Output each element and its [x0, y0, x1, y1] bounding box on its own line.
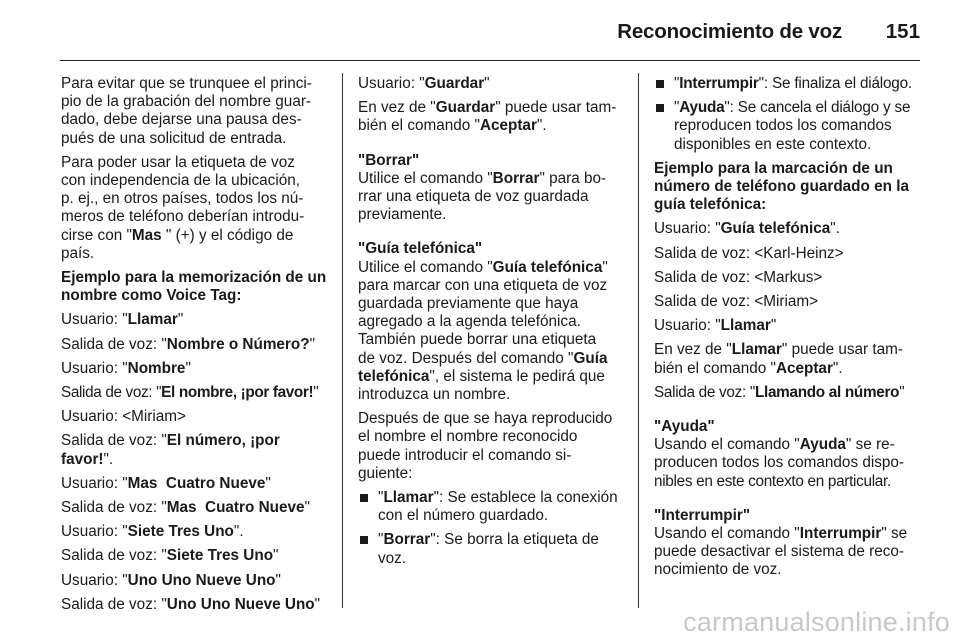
column-1	[61, 75, 331, 614]
dialog-line: Usuario: "Siete Tres Uno".	[61, 523, 244, 541]
dialog-line: Usuario: "Uno Uno Nueve Uno"	[61, 571, 281, 589]
section-heading: "Guía telefónica"	[358, 240, 483, 258]
dialog-line: Salida de voz: "El número, ¡por	[61, 432, 280, 450]
column-2	[358, 75, 626, 568]
column-divider-2	[638, 73, 639, 608]
dialog-lines-1	[61, 311, 331, 614]
paragraph-guardar: En vez de "Guardar" puede usar tam- bién el comando "Aceptar".	[358, 99, 617, 135]
section-heading: "Ayuda"	[654, 418, 715, 436]
bullet-item: "Interrumpir": Se finaliza el diálogo.	[654, 75, 924, 93]
example-heading: Ejemplo para la memorización de un nombre como Voice Tag:	[61, 269, 327, 305]
paragraph-2: Para poder usar la etiqueta de voz con independencia de la ubicación, p. ej., en otros países, todos los nú- meros de teléfono deberían introdu- cirse con "Mas " (+) y el código de país.	[61, 153, 305, 262]
dialog-line: Salida de voz: <Markus>	[654, 268, 823, 286]
dialog-line: Salida de voz: <Miriam>	[654, 293, 819, 311]
section-heading: "Borrar"	[358, 151, 420, 169]
dialog-line: Usuario: "Llamar"	[654, 317, 777, 335]
bullet-item: "Llamar": Se establece la conexión con el número guardado.	[358, 489, 626, 525]
dialog-line: Usuario: <Miriam>	[61, 408, 186, 426]
dialog-line: Usuario: "Guía telefónica".	[654, 220, 840, 238]
dialog-line: Salida de voz: "Uno Uno Nueve Uno"	[61, 595, 321, 613]
dialog-line: Salida de voz: "Siete Tres Uno"	[61, 547, 279, 565]
column-divider-1	[342, 73, 343, 608]
bullet-icon	[656, 80, 664, 88]
page-header	[0, 0, 960, 62]
bullet-icon	[360, 494, 368, 502]
dialog-line: favor!".	[61, 450, 114, 468]
page-number: 151	[885, 20, 920, 43]
paragraph-1: Para evitar que se trunquee el princi- pio de la grabación del nombre guar- dado, debe dejarse una pausa des- pués de una solicitud de entrada.	[61, 75, 312, 147]
dialog-line: Salida de voz: <Karl-Heinz>	[654, 244, 844, 262]
dialog-line: Usuario: "Mas Cuatro Nueve"	[61, 474, 271, 492]
dialog-line: Salida de voz: "Llamando al número"	[654, 383, 905, 401]
example-heading: Ejemplo para la marcación de un número de teléfono guardado en la guía telefónica:	[654, 159, 909, 214]
bullet-item: "Ayuda": Se cancela el diálogo y se reproducen todos los comandos disponibles en este contexto.	[654, 99, 924, 154]
header-rule	[60, 60, 920, 61]
dialog-line: Usuario: "Nombre"	[61, 359, 191, 377]
bullet-icon	[656, 104, 664, 112]
dialog-line: Salida de voz: "El nombre, ¡por favor!"	[61, 384, 319, 402]
section-heading: "Interrumpir"	[654, 506, 751, 524]
dialog-line: Salida de voz: "Nombre o Número?"	[61, 335, 315, 353]
watermark: carmanualsonline.info	[683, 607, 950, 637]
paragraph-llamar: En vez de "Llamar" puede usar tam- bién el comando "Aceptar".	[654, 341, 903, 377]
section-guia: "Guía telefónica" Utilice el comando "Guía telefónica" para marcar con una etiqueta de voz guardada previamente que haya agregado a la agenda telefónica. También puede borrar una etiqueta de voz. Después del comando "Guía telefónica", el sistema le pedirá que introduzca un nombre.	[358, 240, 626, 404]
column-3	[654, 75, 924, 580]
paragraph-after: Después de que se haya reproducido el nombre el nombre reconocido puede introducir el comando si- guiente:	[358, 410, 613, 482]
bullet-item: "Borrar": Se borra la etiqueta de voz.	[358, 531, 626, 567]
section-ayuda: "Ayuda" Usando el comando "Ayuda" se re- producen todos los comandos dispo- nibles en este contexto en particular.	[654, 418, 924, 491]
dialog-line: Salida de voz: "Mas Cuatro Nueve"	[61, 499, 310, 517]
bullet-icon	[360, 536, 368, 544]
dialog-line: Usuario: "Guardar"	[358, 75, 490, 92]
section-interrumpir: "Interrumpir" Usando el comando "Interrumpir" se puede desactivar el sistema de reco- nocimiento de voz.	[654, 507, 924, 580]
dialog-line: Usuario: "Llamar"	[61, 311, 184, 329]
section-borrar: "Borrar" Utilice el comando "Borrar" para bo- rrar una etiqueta de voz guardada previamente.	[358, 152, 626, 225]
section-title: Reconocimiento de voz	[617, 20, 842, 43]
